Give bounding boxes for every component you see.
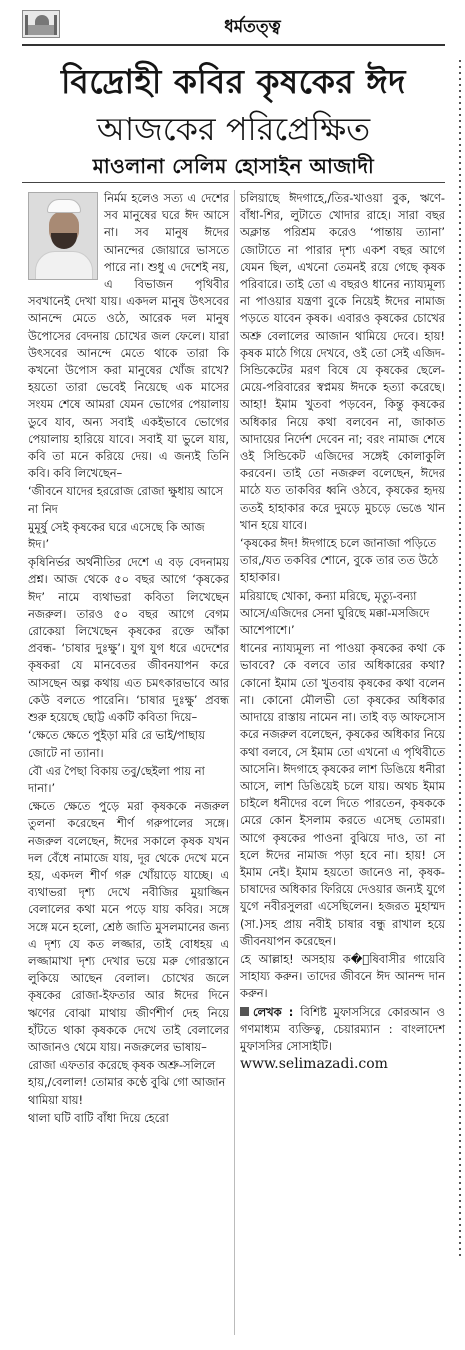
paragraph: ধানের ন্যায্যমূল্য না পাওয়া কৃষকের কথা কে ভাববে? কে বলবে তার অধিকারের কথা? কোনো ইমাম তো খুতবায় কৃষকের কথা বলেন না। কোনো মৌলভী তো কৃষকের অধিকার আদায়ে রাস্তায় নামেন না। তাই বড় আফসোস করে নজরুল বলেছেন, কৃষকের অধিকার নিয়ে কথা বলবে, সে ইমাম তো এখনো এ পৃথিবীতে আসেনি। ঈদগাহে কৃষকের লাশ ডিঙিয়ে ধনীরা আসে, লাশ ডিঙিয়েই চলে যায়। অথচ ইমাম চাইলে ধনীদের বলে দিতে পারতেন, কৃষককে মেরে কোন ইসলাম করতে এসেছ তোমরা। আগে কৃষকের পাওনা বুঝিয়ে দাও, তা না হলে ঈদের নামাজ পড়া হবে না। হায়! সে ইমাম নেই। ইমাম হয়তো জানেও না, কৃষক-চাষাদের অধিকার ফিরিয়ে দেওয়ার জন্যই যুগে যুগে নবীরসুলরা এসেছিলেন। হজরত মুহাম্মদ (সা.)সহ প্রায় নবীই চাষার বন্ধু রাখাল হয়ে জীবনযাপন করেছেন। (240, 641, 445, 948)
mosque-logo-icon (22, 10, 60, 38)
square-bullet-icon (240, 1007, 249, 1016)
poem-verse: ‘ক্ষেতে ক্ষেতে পুইড়া মরি রে ভাই/পাছায় জোটে না ত্যানা। (28, 728, 206, 760)
poem-verse: বৌ এর পৈছা বিকায় তবু/ছেইলা পায় না দানা।’ (28, 763, 205, 795)
page-edge-perforation (459, 60, 461, 1260)
page-header (0, 0, 465, 52)
paragraph: নির্মম হলেও সত্য এ দেশের সব মানুষের ঘরে ঈদ আসে না। সব মানুষ ঈদের আনন্দের জোয়ারে ভাসতে পারে না। শুধু এ দেশেই নয়, এ বিভাজন পৃথিবীর সবখানেই দেখা যায়। একদল মানুষ উৎসবের আনন্দে মেতে ওঠে, আরেক দল মানুষ উপোসের বেদনায় চোখের জল ফেলে। যারা উৎসবের আনন্দে মেতে থাকে তারা কি কখনো উপোস করা মানুষের খোঁজ রাখে? হয়তো তারা ভেবেই নিয়েছে এক মাসের সংযম শেষে আমরা যেমন ভোগের পেয়ালায় ডুবে যাব, অন্য সবাই একইভাবে ভোগের পেয়ালায় হারিয়ে যাবে। সবাই যা ভুলে যায়, কবি তা মনে করিয়ে দেয়। এ জন্যই তিনি কবি। কবি লিখেছেন– (28, 191, 229, 481)
poem-verse: ‘জীবনে যাদের হররোজ রোজা ক্ষুধায় আসে না নিদ (28, 484, 223, 516)
poem-verse: ‘কৃষকের ঈদ! ঈদগাহে চলে জানাজা পড়িতে তার,/যত তকবির শোনে, বুকে তার তত উঠে হাহাকার। (240, 536, 439, 585)
bio-text: বিশিষ্ট মুফাসসিরে কোরআন ও গণমাধ্যম ব্যক্তিত্ব, চেয়ারম্যান : বাংলাদেশ মুফাসসির সোসাইটি। (240, 1004, 445, 1053)
poem-verse: রোজা এফতার করেছে কৃষক অশ্রু-সলিলে হায়,/বেলাল! তোমার কণ্ঠে বুঝি গো আজান থামিয়া যায়! (28, 1058, 226, 1107)
section-label: ধর্মতত্ত্ব (224, 17, 281, 37)
author-divider (22, 182, 445, 183)
right-column (240, 190, 445, 1074)
paragraph: হে আল্লাহ! অসহায় ক�ৃষিবাসীর গায়েবি সাহায্য করুন। তাদের জীবনে ঈদ আনন্দ দান করুন। (240, 951, 445, 1001)
bio-label: লেখক : (253, 1004, 294, 1019)
author-website-link[interactable]: www.selimazadi.com (240, 1056, 388, 1073)
left-column (28, 190, 229, 1128)
author-bio (240, 1004, 445, 1056)
author-photo (28, 192, 98, 280)
poem-verse: মরিয়াছে খোকা, কন্যা মরিছে, মৃত্যু-বন্যা আসে/এজিদের সেনা ঘুরিছে মক্কা-মসজিদে আশেপাশে।’ (240, 588, 430, 638)
article-author: মাওলানা সেলিম হোসাইন আজাদী (92, 154, 375, 178)
paragraph: চলিয়াছে ঈদগাহে,/তির-খাওয়া বুক, ঋণে-বাঁধা-শির, লুটাতে খোদার রাহে। সারা বছর অক্লান্ত পরিশ্রম করেও ‘পান্তায় ত্যানা’ জোটাতে না পারার দৃশ্য একশ বছর আগে যেমন ছিল, এখনো তেমনই রয়ে গেছে কৃষক পরিবারে। তাই তো এ বছরও ধানের ন্যায্যমূল্য না পাওয়ার যন্ত্রণা বুকে নিয়েই ঈদের নামাজ পড়তে যাবেন কৃষক। এবারও কৃষকের চোখের অশ্রু বেলালের আজান থামিয়ে দেবে। হায়! কৃষক মাঠে গিয়ে দেখবে, ওই তো সেই এজিদ- সিন্ডিকেটের মরণ বিষে যে কৃষকের ছেলে-মেয়ে-পরিবারের স্বপ্নময় ঈদকে হত্যা করেছে। আহা! ইমাম খুতবা পড়বেন, কিন্তু কৃষকের অধিকার নিয়ে কথা বলবেন না, জাকাত আদায়ের নির্দেশ দেবেন না; বরং নামাজ শেষে ওই সিন্ডিকেট এজিদের সঙ্গেই কোলাকুলি করবেন। তাই তো নজরুল বলেছেন, ঈদের মাঠে যত তাকবির ধ্বনি ওঠবে, কৃষকের হৃদয় ততই হাহাকার করে দুমড়ে মুচড়ে ভেঙে খান খান হয়ে যাবে। (240, 191, 445, 532)
article-title-line-2: আজকের পরিপ্রেক্ষিত (96, 110, 371, 148)
paragraph: ক্ষেতে ক্ষেতে পুড়ে মরা কৃষককে নজরুল তুলনা করেছেন শীর্ণ গরুপালের সঙ্গে। নজরুল বলেছেন, ঈদের সকালে কৃষক যখন দল বেঁধে নামাজে যায়, দূর থেকে দেখে মনে হয়, একদল শীর্ণ গরু খোঁয়াড়ে যাচ্ছে। এ ব্যথাভরা দৃশ্য দেখে নবীজির মুয়াজ্জিন বেলালের কথা মনে পড়ে যায় কবির। সঙ্গে সঙ্গে মনে হলো, শ্রেষ্ঠ জাতি মুসলমানের জন্য এ দৃশ্য যে কত লজ্জার, তাই বোধহয় এ লজ্জামাখা দৃশ্য দেখার ভয়ে মরু গোরস্তানে লুকিয়ে আছেন বেলাল। চোখের জলে কৃষকের রোজা-ইফতার আর ঈদের দিনে ঋণের বোঝা মাথায় জীর্ণশীর্ণ দেহ নিয়ে হাঁটতে থাকা কৃষককে দেখে তাই বেলালের আজানও থেমে যায়। নজরুলের ভাষায়– (28, 799, 229, 1054)
column-divider (234, 190, 235, 1335)
paragraph: থালা ঘটি বাটি বাঁধা দিয়ে হেরো (28, 1110, 169, 1125)
poem-verse: মুমূর্ষু সেই কৃষকের ঘরে এসেছে কি আজ ঈদ।’ (28, 519, 205, 552)
paragraph: কৃষিনির্ভর অর্থনীতির দেশে এ বড় বেদনাময় প্রশ্ন। আজ থেকে ৫০ বছর আগে ‘কৃষকের ঈদ’ নামে ব্যথাভরা কবিতা লিখেছেন নজরুল। তারও ৫০ বছর আগে বেগম রোকেয়া লিখেছেন কৃষকের রক্তে আঁকা প্রবন্ধ- ‘চাষার দুঃক্ষু’। যুগ যুগ ধরে এদেশের কৃষকরা যে মানবেতর জীবনযাপন করে আসছেন অল্প কথায় এত চমৎকারভাবে আর কেউ বলতে পারেনি। ‘চাষার দুঃক্ষু’ প্রবন্ধ শুরু হয়েছে ছোট্ট একটি কবিতা দিয়ে– (28, 555, 229, 725)
article-title-line-1: বিদ্রোহী কবির কৃষকের ঈদ (60, 62, 407, 101)
header-divider (22, 44, 445, 46)
